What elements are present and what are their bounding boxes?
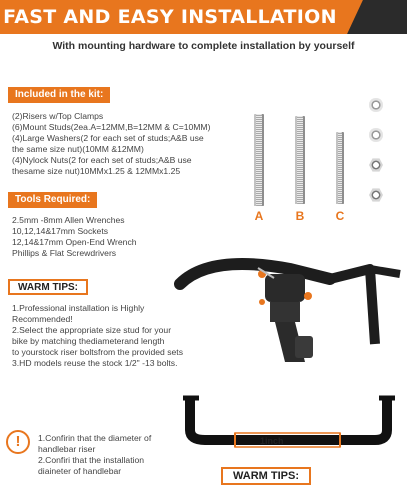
kit-heading: Included in the kit:: [8, 87, 110, 103]
warm-tip-line: 2.Select the appropriate size stud for your: [12, 325, 172, 335]
handlebar-image: [175, 390, 400, 462]
bottom-tips-list: [38, 433, 151, 477]
nylock-nut-image: [369, 188, 383, 202]
stud-a-label: A: [254, 209, 264, 223]
page-subtitle: With mounting hardware to complete installation by yourself: [52, 40, 355, 52]
kit-line: (4)Large Washers(2 for each set of studs;A&B use: [12, 133, 204, 143]
page-title: FAST AND EASY INSTALLATION: [3, 6, 337, 28]
warm-tip-line: 3.HD models reuse the stock 1/2" -13 bolts.: [12, 358, 178, 368]
kit-line: thesame size nut)10MMx1.25 & 12MMx1.25: [12, 166, 181, 176]
washer-image: [369, 128, 383, 142]
inch-label: 1inch: [260, 436, 284, 446]
stud-b-image: [295, 116, 305, 204]
warm-tips-heading: WARM TIPS:: [8, 279, 88, 295]
kit-line: (4)Nylock Nuts(2 for each set of studs;A&B use: [12, 155, 192, 165]
stud-a-image: [254, 114, 264, 206]
bottom-tip-line: diaineter of handlebar: [38, 466, 122, 476]
kit-line: the same size nut)(10MM &12MM): [12, 144, 144, 154]
bottom-tip-line: handlebar riser: [38, 444, 96, 454]
bottom-tip-line: 2.Confiri that the installation: [38, 455, 145, 465]
stud-b-label: B: [295, 209, 305, 223]
kit-line: (6)Mount Studs(2ea.A=12MM,B=12MM & C=10MM): [12, 122, 211, 132]
warm-tip-line: Recommended!: [12, 314, 73, 324]
tools-heading: Tools Required:: [8, 192, 97, 208]
stud-c-image: [336, 132, 344, 204]
banner-dark-stripe: [347, 0, 407, 34]
nylock-nut-image: [369, 158, 383, 172]
tools-line: 2.5mm -8mm Allen Wrenches: [12, 215, 125, 225]
warm-tip-line: bike by matching thediameterand length: [12, 336, 165, 346]
tools-list: [12, 215, 137, 259]
washer-image: [369, 98, 383, 112]
tools-line: 12,14&17mm Open-End Wrench: [12, 237, 137, 247]
bottom-warm-tips-tag: WARM TIPS:: [221, 467, 311, 485]
warm-tip-line: to yourstock riser boltsfrom the provided sets: [12, 347, 183, 357]
kit-list: [12, 111, 210, 177]
header-banner: [0, 0, 407, 34]
stud-c-label: C: [335, 209, 345, 223]
warning-icon: !: [6, 430, 30, 454]
bottom-tip-line: 1.Confirin that the diameter of: [38, 433, 152, 443]
warm-tips-list: [12, 303, 183, 369]
kit-line: (2)Risers w/Top Clamps: [12, 111, 104, 121]
warm-tip-line: 1.Professional installation is Highly: [12, 303, 145, 313]
tools-line: 10,12,14&17mm Sockets: [12, 226, 109, 236]
riser-product-image: [170, 244, 407, 376]
tools-line: Phillips & Flat Screwdrivers: [12, 248, 117, 258]
